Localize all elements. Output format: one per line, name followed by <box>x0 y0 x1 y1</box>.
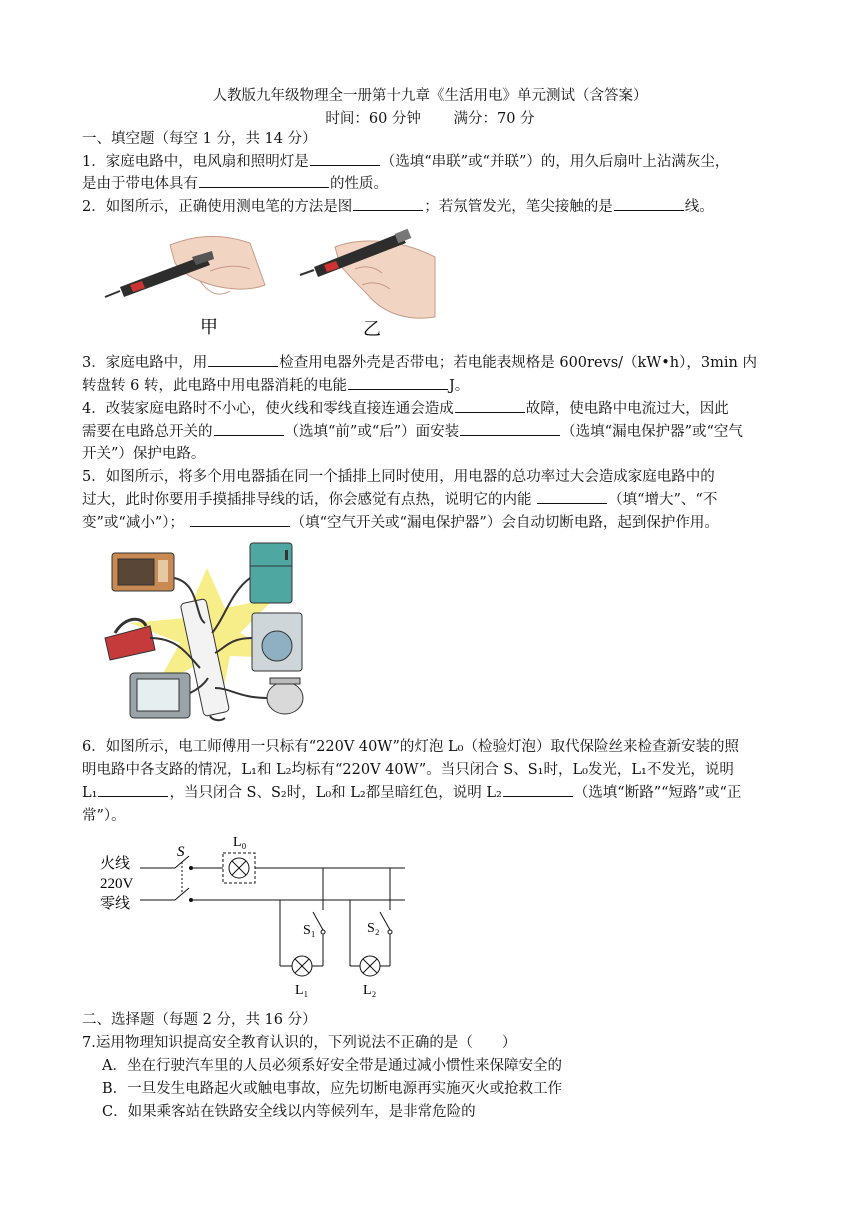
exam-time: 时间：60 分钟 <box>325 111 421 127</box>
page-title: 人教版九年级物理全一册第十九章《生活用电》单元测试（含答案） <box>212 88 648 104</box>
answer-blank[interactable] <box>199 173 329 188</box>
s2-label: S₂ <box>367 921 380 936</box>
answer-blank[interactable] <box>348 375 448 390</box>
answer-blank[interactable] <box>353 196 423 211</box>
voltage-label: 220V <box>100 876 134 892</box>
l0-label: L₀ <box>233 835 247 850</box>
answer-blank[interactable] <box>214 421 284 436</box>
answer-blank[interactable] <box>310 151 380 166</box>
question-1-line2: 是由于带电体具有 的性质。 <box>82 173 782 195</box>
question-7-option-b: B．一旦发生电路起火或触电事故，应先切断电源再实施灭火或抢救工作 <box>102 1081 563 1097</box>
answer-blank[interactable] <box>460 421 560 436</box>
question-6-line2: 明电路中各支路的情况，L₁和 L₂均标有“220V 40W”。当只闭合 S、S₁时，L₀发光，L₁不发光，说明 <box>82 762 734 778</box>
question-3-line1: 3．家庭电路中，用 检查用电器外壳是否带电；若电能表规格是 600revs/（kW•h），3min 内 <box>82 352 782 374</box>
question-7-option-a: A．坐在行驶汽车里的人员必须系好安全带是通过减小惯性来保障安全的 <box>102 1058 562 1074</box>
live-wire-label: 火线 <box>100 856 131 872</box>
question-4-line2: 需要在电路总开关的 （选填“前”或“后”）面安装 （选填“漏电保护器”或“空气 <box>82 421 782 443</box>
overloaded-outlet-illustration <box>100 538 315 723</box>
answer-blank[interactable] <box>208 352 278 367</box>
tester-pen-figure <box>100 225 440 345</box>
figure-label-jia: 甲 <box>200 317 218 338</box>
question-3-line2: 转盘转 6 转，此电路中用电器消耗的电能 J。 <box>82 375 782 397</box>
question-6-line4: 常”）。 <box>82 808 126 824</box>
section2-heading: 二、选择题（每题 2 分，共 16 分） <box>82 1012 317 1028</box>
question-5-line3: 变”或“减小”）； （填“空气开关或“漏电保护器”）会自动切断电路，起到保护作用。 <box>82 512 782 534</box>
question-1-line1: 1．家庭电路中，电风扇和照明灯是 （选填“串联”或“并联”）的，用久后扇叶上沾满灰尘， <box>82 151 782 173</box>
answer-blank[interactable] <box>537 489 607 504</box>
question-4-line3: 开关”）保护电路。 <box>82 446 206 462</box>
question-6-line1: 6．如图所示，电工师傅用一只标有“220V 40W”的灯泡 L₀（检验灯泡）取代保险丝来检查新安装的照 <box>82 739 739 755</box>
s1-label: S₁ <box>303 923 316 938</box>
exam-score: 满分：70 分 <box>453 111 535 127</box>
answer-blank[interactable] <box>503 782 573 797</box>
neutral-wire-label: 零线 <box>100 896 131 912</box>
circuit-diagram <box>95 828 415 998</box>
question-6-line3: L₁ ，当只闭合 S、S₂时，L₀和 L₂都呈暗红色，说明 L₂ （选填“断路”“短路”或“正 <box>82 782 782 804</box>
l1-label: L₁ <box>295 983 309 998</box>
section1-heading: 一、填空题（每空 1 分，共 14 分） <box>82 131 317 147</box>
question-2: 2．如图所示，正确使用测电笔的方法是图 ；若氖管发光，笔尖接触的是 线。 <box>82 196 782 218</box>
figure-label-yi: 乙 <box>363 319 381 340</box>
answer-blank[interactable] <box>455 398 525 413</box>
l2-label: L₂ <box>363 983 377 998</box>
question-4-line1: 4．改装家庭电路时不小心，使火线和零线直接连通会造成 故障，使电路中电流过大，因此 <box>82 398 782 420</box>
answer-blank[interactable] <box>614 196 684 211</box>
question-7-option-c: C．如果乘客站在铁路安全线以内等候列车，是非常危险的 <box>102 1104 476 1120</box>
switch-s-label: S <box>177 844 185 860</box>
answer-blank[interactable] <box>190 512 290 527</box>
question-5-line1: 5．如图所示，将多个用电器插在同一个插排上同时使用，用电器的总功率过大会造成家庭电路中的 <box>82 469 715 485</box>
answer-blank[interactable] <box>98 782 168 797</box>
question-5-line2: 过大，此时你要用手摸插排导线的话，你会感觉有点热，说明它的内能 （填“增大”、“不 <box>82 489 782 511</box>
exam-info <box>0 107 860 128</box>
question-7: 7.运用物理知识提高安全教育认识的，下列说法不正确的是（ ） <box>82 1035 517 1051</box>
